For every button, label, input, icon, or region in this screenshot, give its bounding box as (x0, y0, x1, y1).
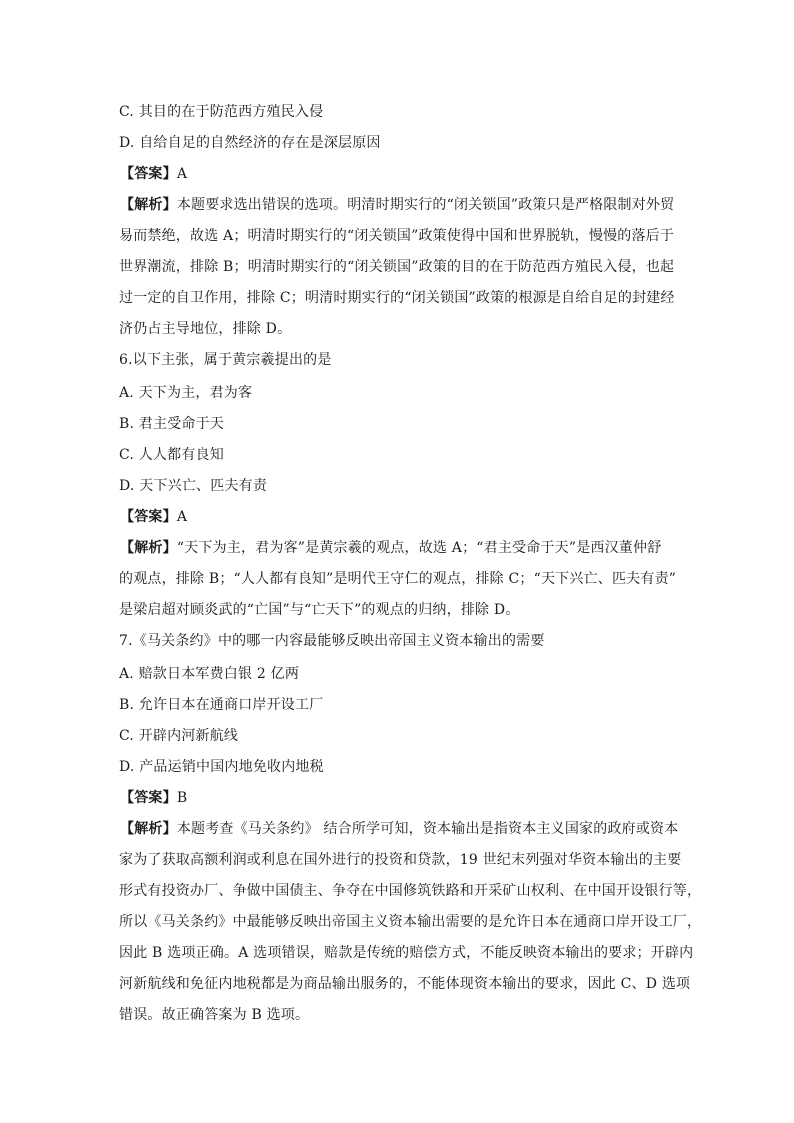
q6-analysis-line-1 (120, 538, 690, 558)
q6-answer (120, 507, 690, 527)
q7-stem: 7.《马关条约》中的哪一内容最能够反映出帝国主义资本输出的需要 (119, 633, 545, 649)
q7-option-b: B. 允许日本在通商口岸开设工厂 (119, 697, 324, 713)
analysis-text: 本题考查《马关条约》 结合所学可知，资本输出是指资本主义国家的政府或资本 (176, 821, 679, 837)
q5-option-d: D. 自给自足的自然经济的存在是深层原因 (119, 135, 381, 151)
q5-analysis-line-2: 易而禁绝，故选 A；明清时期实行的“闭关锁国”政策使得中国和世界脱轨，慢慢的落后于 (119, 228, 675, 244)
q6-analysis-line-2: 的观点，排除 B；“人人都有良知”是明代王守仁的观点，排除 C；“天下兴亡、匹夫有责” (119, 571, 677, 587)
answer-tag: 【答案】 (120, 790, 177, 806)
q6-option-c: C. 人人都有良知 (119, 447, 224, 463)
q6-stem: 6.以下主张，属于黄宗羲提出的是 (119, 352, 332, 368)
answer-tag: 【答案】 (120, 509, 177, 525)
q6-option-d: D. 天下兴亡、匹夫有责 (119, 478, 268, 494)
q5-analysis-line-5: 济仍占主导地位，排除 D。 (119, 321, 292, 337)
q5-analysis-line-1 (120, 195, 690, 215)
analysis-text: 本题要求选出错误的选项。明清时期实行的“闭关锁国”政策只是严格限制对外贸 (176, 197, 675, 213)
q7-analysis-line-6: 河新航线和免征内地税都是为商品输出服务的，不能体现资本输出的要求，因此 C、D 选项 (119, 976, 691, 992)
answer-value: A (176, 509, 188, 525)
analysis-tag: 【解析】 (120, 540, 177, 556)
q7-option-c: C. 开辟内河新航线 (119, 728, 239, 744)
analysis-tag: 【解析】 (120, 821, 177, 837)
q7-answer (120, 788, 690, 808)
q6-option-a: A. 天下为主，君为客 (119, 385, 253, 401)
q6-option-b: B. 君主受命于天 (119, 416, 224, 432)
answer-value: B (176, 790, 188, 806)
answer-value: A (176, 166, 188, 182)
q6-analysis-line-3: 是梁启超对顾炎武的“亡国”与“亡天下”的观点的归纳，排除 D。 (119, 602, 520, 618)
q5-option-c: C. 其目的在于防范西方殖民入侵 (119, 104, 324, 120)
q5-answer (120, 164, 690, 184)
q7-analysis-line-2: 家为了获取高额利润或利息在国外进行的投资和贷款，19 世纪末列强对华资本输出的主要 (119, 852, 682, 868)
answer-tag: 【答案】 (120, 166, 177, 182)
analysis-tag: 【解析】 (120, 197, 177, 213)
q7-analysis-line-4: 所以《马关条约》中最能够反映出帝国主义资本输出需要的是允许日本在通商口岸开设工厂， (119, 914, 702, 930)
q7-option-d: D. 产品运销中国内地免收内地税 (119, 759, 324, 775)
q7-analysis-line-7: 错误。故正确答案为 B 选项。 (119, 1007, 310, 1023)
q7-analysis-line-1 (120, 819, 690, 839)
q7-analysis-line-3: 形式有投资办厂、争做中国债主、争夺在中国修筑铁路和开采矿山权利、在中国开设银行等， (119, 883, 702, 899)
q7-analysis-line-5: 因此 B 选项正确。A 选项错误，赔款是传统的赔偿方式，不能反映资本输出的要求；开辟内 (119, 945, 694, 961)
analysis-text: “天下为主，君为客”是黄宗羲的观点，故选 A；“君主受命于天”是西汉董仲舒 (176, 540, 662, 556)
q7-option-a: A. 赔款日本军费白银 2 亿两 (119, 666, 300, 682)
q5-analysis-line-3: 世界潮流，排除 B；明清时期实行的“闭关锁国”政策的目的在于防范西方殖民入侵，也起 (119, 259, 675, 275)
q5-analysis-line-4: 过一定的自卫作用，排除 C；明清时期实行的“闭关锁国”政策的根源是自给自足的封建经 (119, 290, 675, 306)
